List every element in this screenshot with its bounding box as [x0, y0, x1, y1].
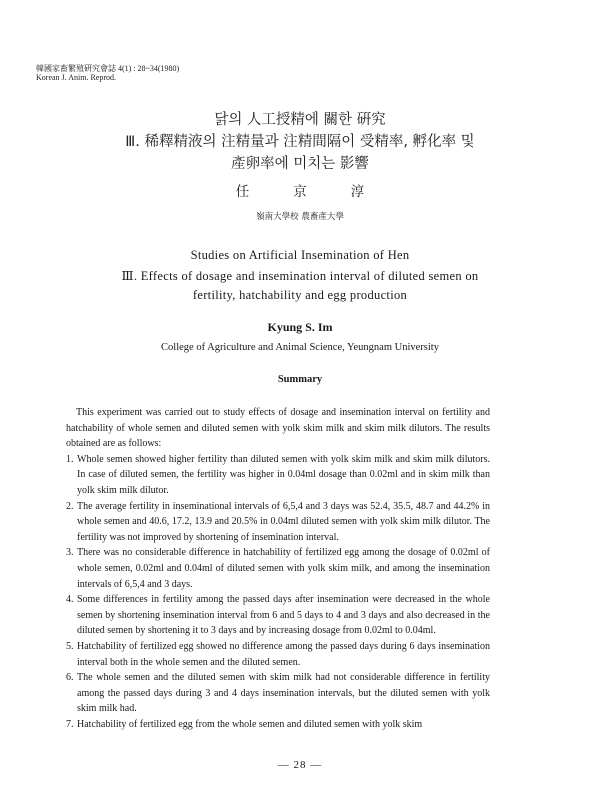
- journal-citation: [36, 64, 179, 82]
- result-item-7: [66, 717, 490, 733]
- result-item-1: [66, 452, 490, 499]
- result-number: 3.: [66, 547, 74, 559]
- journal-citation-korean: 韓國家畜繁殖硏究會誌 4(1) : 28~34(1980): [36, 64, 180, 73]
- summary-body: [66, 405, 490, 732]
- result-item-3: [66, 545, 490, 592]
- result-item-6: [66, 670, 490, 717]
- result-number: 5.: [66, 640, 74, 652]
- korean-author: 任京淳: [235, 184, 409, 200]
- korean-title-line-2: Ⅲ. 稀釋精液의 注精量과 注精間隔이 受精率, 孵化率 및: [125, 134, 475, 150]
- results-list: [66, 452, 490, 733]
- summary-heading: Summary: [277, 374, 323, 385]
- result-item-5: [66, 639, 490, 670]
- english-title-line-3: fertility, hatchability and egg production: [192, 288, 408, 302]
- summary-intro: This experiment was carried out to study effects of dosage and insemination interval on fertility and hatchability of whole semen and diluted semen with yolk skim milk and skim milk dilutors. The results obtained are as follows:: [66, 407, 490, 450]
- english-affiliation: College of Agriculture and Animal Science, Yeungnam University: [161, 342, 439, 353]
- result-item-4: [66, 592, 490, 639]
- result-number: 2.: [66, 500, 74, 512]
- result-text: The average fertility in inseminational intervals of 6,5,4 and 3 days was 52.4, 35.5, 48.7 and 44.2% in whole semen and 40.6, 17.2, 13.9 and 20.5% in 0.04ml diluted semen with yolk skim milk dilutor. The fertility was not improved by shortening of insemination interval.: [77, 500, 490, 543]
- result-text: Some differences in fertility among the passed days after insemination were decreased in the whole semen by shortening insemination interval from 6 and 5 days to 4 and 3 days and also decreased in the diluted semen by shortening it to 3 days and by increasing dosage from 0.02ml to 0.04ml.: [77, 594, 490, 637]
- result-text: There was no considerable difference in hatchability of fertilized egg among the dosage of 0.02ml of whole semen, 0.02ml and 0.04ml of diluted semen with yolk skim milk, and among the insemination intervals of 6,5,4 and 3 days.: [77, 547, 490, 590]
- english-author: Kyung S. Im: [267, 320, 333, 334]
- result-number: 1.: [66, 453, 74, 465]
- korean-title-line-3: 產卵率에 미치는 影響: [231, 156, 369, 172]
- result-text: Hatchability of fertilized egg showed no difference among the passed days during 6 days insemination interval both in the whole semen and the diluted semen.: [77, 640, 490, 668]
- result-text: The whole semen and the diluted semen with skim milk had not considerable difference in fertility among the passed days during 3 and 4 days insemination intervals, but the diluted semen with yolk skim milk had.: [77, 672, 490, 715]
- result-text: Whole semen showed higher fertility than diluted semen with yolk skim milk and skim milk dilutors. In case of diluted semen, the fertility was higher in 0.04ml dosage than 0.02ml and in skim milk than yolk skim milk dilutor.: [77, 453, 490, 496]
- korean-title-line-1: 닭의 人工授精에 關한 硏究: [214, 112, 386, 128]
- english-title-line-1: Studies on Artificial Insemination of Hen: [190, 248, 410, 262]
- korean-affiliation: 嶺南大學校 農畜產大學: [256, 212, 344, 222]
- result-number: 4.: [66, 594, 74, 606]
- result-number: 7.: [66, 718, 74, 730]
- result-item-2: [66, 499, 490, 546]
- journal-citation-english: Korean J. Anim. Reprod.: [36, 73, 116, 82]
- result-text: Hatchability of fertilized egg from the whole semen and diluted semen with yolk skim: [77, 718, 423, 730]
- result-number: 6.: [66, 672, 74, 684]
- english-title-line-2: Ⅲ. Effects of dosage and insemination interval of diluted semen on: [121, 269, 479, 283]
- page-number: — 28 —: [277, 759, 323, 771]
